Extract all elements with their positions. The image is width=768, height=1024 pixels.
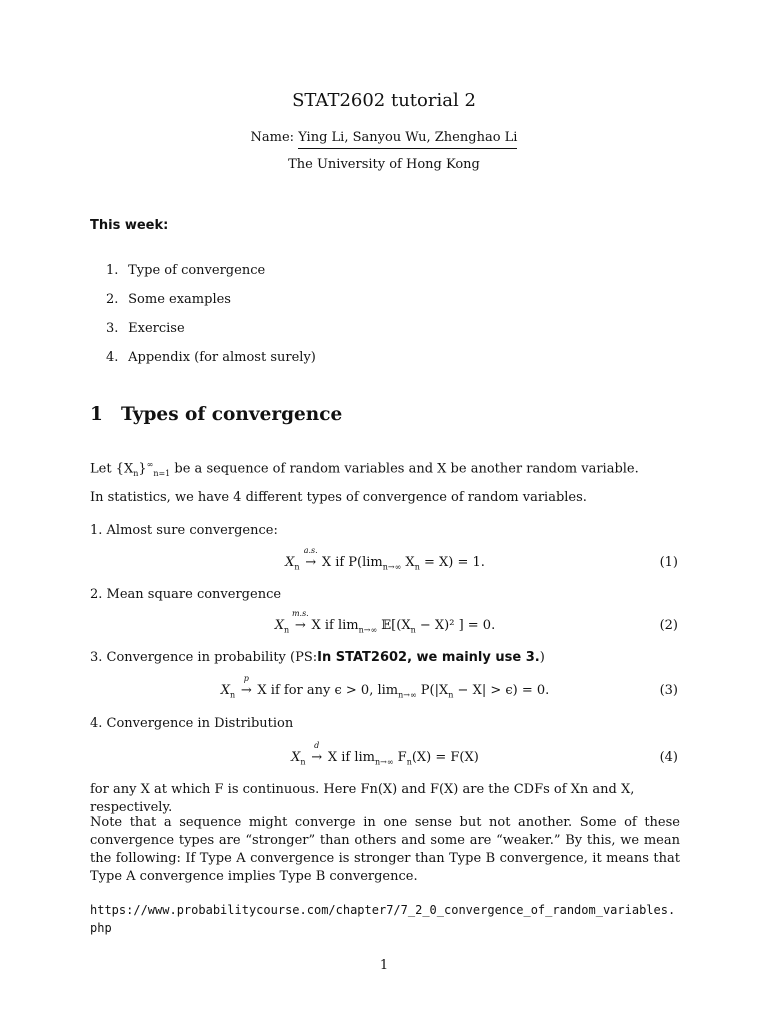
list-item: 3. Exercise [106, 321, 185, 336]
section-heading: 1 Types of convergence [90, 404, 343, 425]
list-item: 1. Almost sure convergence: [90, 523, 278, 538]
equation-number: (3) [659, 683, 678, 698]
equation-number: (2) [659, 618, 678, 633]
equation-number: (4) [659, 750, 678, 765]
page-number: 1 [379, 958, 389, 973]
list-item: 2. Some examples [106, 292, 231, 307]
list-item: 4. Appendix (for almost surely) [106, 350, 316, 365]
paragraph: Note that a sequence might converge in one sense but not another. Some of these convergence types are “stronger” than others and some are “weaker.” By this, we mean the following: If Type A convergence is stronger than Type B convergence, it means that Type A convergence implies Type B convergence. [90, 815, 680, 884]
list-item: 2. Mean square convergence [90, 587, 282, 602]
reference-link[interactable]: https://www.probabilitycourse.com/chapter7/7_2_0_convergence_of_random_variables. php [90, 903, 676, 935]
equation-number: (1) [659, 555, 678, 570]
intro-paragraph: Let $\{X_n\}^\infty_{n=1}$ be a sequence of random variables and X be another random variable. [90, 460, 639, 478]
author-line [0, 130, 768, 145]
affiliation: The University of Hong Kong [288, 157, 480, 172]
list-item: 4. Convergence in Distribution [90, 716, 294, 731]
paper-title: STAT2602 tutorial 2 [292, 90, 476, 111]
name-label: Name: [250, 130, 295, 145]
paragraph: In statistics, we have 4 different types of convergence of random variables. [90, 490, 587, 505]
this-week-heading: This week: [90, 218, 169, 233]
list-item: 3. Convergence in probability (PS:In STAT2602, we mainly use 3.) [90, 650, 545, 665]
list-item: 1. Type of convergence [106, 263, 266, 278]
author-names: Ying Li, Sanyou Wu, Zhenghao Li [298, 130, 517, 149]
document-page: STAT2602 tutorial 2 Name: Ying Li, Sanyou Wu, Zhenghao Li The University of Hong Kong This week: 1. Type of convergence 2. Some examples 3. Exercise 4. Appendix (for almost surely) 1 Types of convergence Let $\{X_n\}^\infty_{n=1}$ be a sequence of random variables and X be another random variable. In statistics, we have 4 different types of convergence of random variables. 1. Almost sure convergence: $X_n$ a.s. → X if $P(\lim_{n\to\infty}$ $X_n = X) = 1$. (1) 2. Mean square convergence $X_n$ m.s. → X if $\lim_{n\to\infty}$ $𝔼[(X_n - X)^2$ ] = 0. (2) 3. Convergence in probability (PS:In STAT2602, we mainly use 3.) $X_n$ p → X if for any ϵ > 0, $\lim_{n\to\infty} P(|X_n - X| > \epsilon) = 0$. (3) 4. Convergence in Distribution $X_n$ d → X if $\lim_{n\to\infty} F_n(X) = F(X)$ (4) for any X at which F is continuous. Here Fn(X) and F(X) are the CDFs of Xn and X, respectively. Note that a sequence might converge in one sense but not another. Some of these convergence types are “stronger” than others and some are “weaker.” By this, we mean the following: If Type A convergence is stronger than Type B convergence, it means that Type A convergence implies Type B convergence. https://www.probabilitycourse.com/chapter7/7_2_0_convergence_of_random_variables. php 1 [0, 0, 768, 1024]
paragraph: for any X at which F is continuous. Here Fn(X) and F(X) are the CDFs of Xn and X, respectively. [90, 782, 635, 815]
